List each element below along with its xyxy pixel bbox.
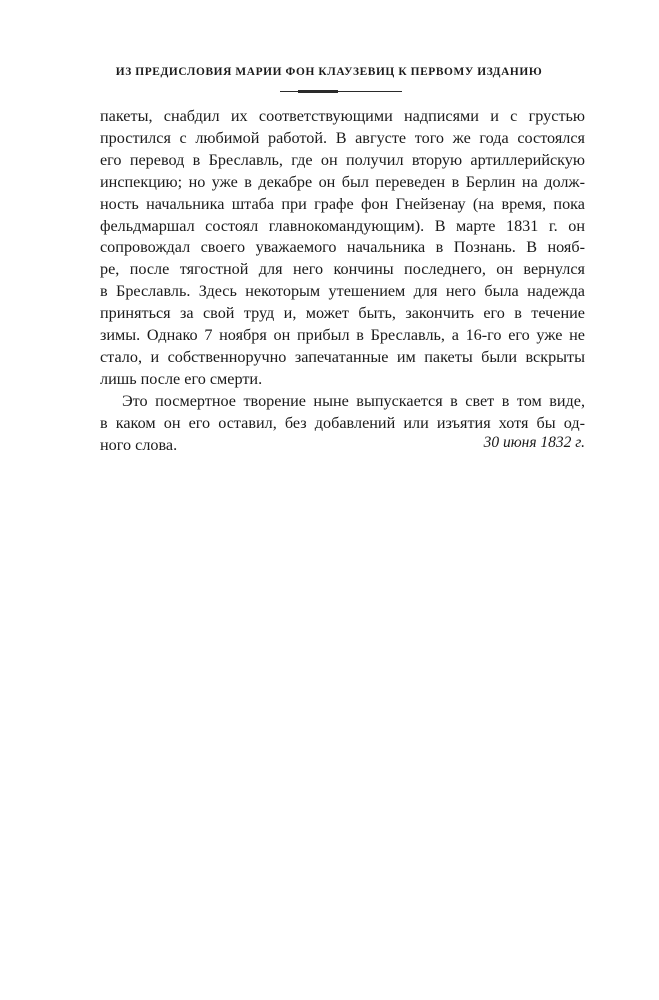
text-line: простился с любимой работой. В августе того же года состоялся — [100, 128, 585, 147]
running-head: ИЗ ПРЕДИСЛОВИЯ МАРИИ ФОН КЛАУЗЕВИЦ К ПЕРВОМУ ИЗДАНИЮ — [115, 66, 543, 78]
text-line: в каком он его оставил, без добавлений или изъятия хотя бы од- — [100, 413, 585, 432]
text-line: зимы. Однако 7 ноября он прибыл в Бреславль, а 16-го его уже не — [100, 326, 585, 345]
text-line: приняться за свой труд и, может быть, закончить его в течение — [100, 304, 585, 323]
header-rule-accent — [298, 90, 338, 93]
paragraph-1 — [100, 106, 585, 391]
text-line: ре, после тягостной для него кончины последнего, он вернулся — [100, 260, 585, 279]
text-line: Это посмертное творение ныне выпускается в свет в том виде, — [122, 391, 585, 410]
header-ornament-rule — [280, 90, 402, 93]
text-line: его перевод в Бреславль, где он получил вторую артиллерийскую — [100, 150, 585, 169]
text-line: фельдмаршал состоял главнокомандующим). В марте 1831 г. он — [100, 216, 585, 235]
text-line: в Бреславль. Здесь некоторым утешением для него была надежда — [100, 282, 585, 301]
text-line: стало, и собственноручно запечатанные им пакеты были вскрыты — [100, 347, 585, 366]
text-line: ного слова. — [100, 435, 178, 454]
text-line: сопровождал своего уважаемого начальника в Познань. В нояб- — [100, 238, 585, 257]
date-signature: 30 июня 1832 г. — [483, 434, 585, 451]
text-line: инспекцию; но уже в декабре он был переведен в Берлин на долж- — [100, 172, 585, 191]
text-line: пакеты, снабдил их соответствующими надписями и с грустью — [100, 107, 585, 125]
text-line: ность начальника штаба при графе фон Гнейзенау (на время, пока — [100, 194, 585, 213]
body-text — [100, 106, 585, 457]
text-line: лишь после его смерти. — [100, 369, 263, 388]
